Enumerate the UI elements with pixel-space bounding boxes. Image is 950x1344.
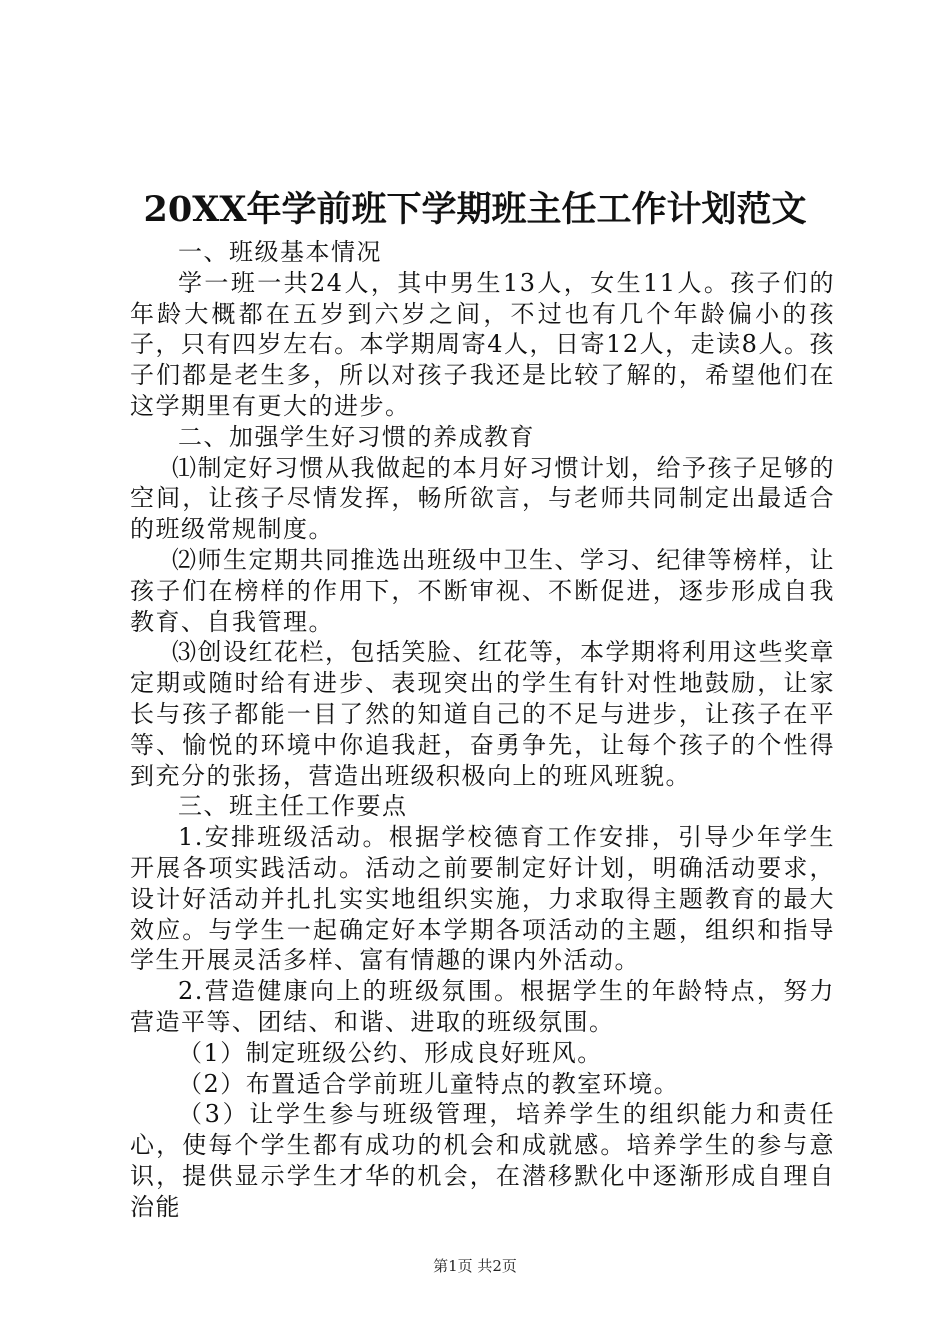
paragraph-subpoint-3: （3）让学生参与班级管理，培养学生的组织能力和责任心，使每个学生都有成功的机会和成就感。培养学生的参与意识，提供显示学生才华的机会，在潜移默化中逐渐形成自理自治能 [130,1100,835,1221]
paragraph-subpoint-2: （2）布置适合学前班儿童特点的教室环境。 [178,1069,680,1098]
paragraph-habit-2: ⑵师生定期共同推选出班级中卫生、学习、纪律等榜样，让孩子们在榜样的作用下，不断审视、不断促进，逐步形成自我教育、自我管理。 [130,545,835,636]
paragraph-subpoint-1: （1）制定班级公约、形成良好班风。 [178,1038,603,1067]
section-heading-3: 三、班主任工作要点 [178,792,408,821]
paragraph-class-info: 学一班一共24人，其中男生13人，女生11人。孩子们的年龄大概都在五岁到六岁之间，不过也有几个年龄偏小的孩子，只有四岁左右。本学期周寄4人，日寄12人，走读8人。孩子们都是老生多，所以对孩子我还是比较了解的，希望他们在这学期里有更大的进步。 [130,268,835,420]
page-number-footer: 第1页 共2页 [433,1257,517,1275]
paragraph-habit-3: ⑶创设红花栏，包括笑脸、红花等，本学期将利用这些奖章定期或随时给有进步、表现突出的学生有针对性地鼓励，让家长与孩子都能一目了然的知道自己的不足与进步，让孩子在平等、愉悦的环境中你追我赶，奋勇争先，让每个孩子的个性得到充分的张扬，营造出班级积极向上的班风班貌。 [130,638,835,790]
paragraph-point-2: 2.营造健康向上的班级氛围。根据学生的年龄特点，努力营造平等、团结、和谐、进取的班级氛围。 [130,977,835,1036]
document-title: 20XX年学前班下学期班主任工作计划范文 [143,189,807,230]
section-heading-2: 二、加强学生好习惯的养成教育 [178,422,535,451]
document-body [130,237,835,1223]
paragraph-point-1: 1.安排班级活动。根据学校德育工作安排，引导少年学生开展各项实践活动。活动之前要制定好计划，明确活动要求，设计好活动并扎扎实实地组织实施，力求取得主题教育的最大效应。与学生一起确定好本学期各项活动的主题，组织和指导学生开展灵活多样、富有情趣的课内外活动。 [130,823,835,975]
section-heading-1: 一、班级基本情况 [178,238,382,266]
paragraph-habit-1: ⑴制定好习惯从我做起的本月好习惯计划，给予孩子足够的空间，让孩子尽情发挥，畅所欲言，与老师共同制定出最适合的班级常规制度。 [130,453,835,544]
